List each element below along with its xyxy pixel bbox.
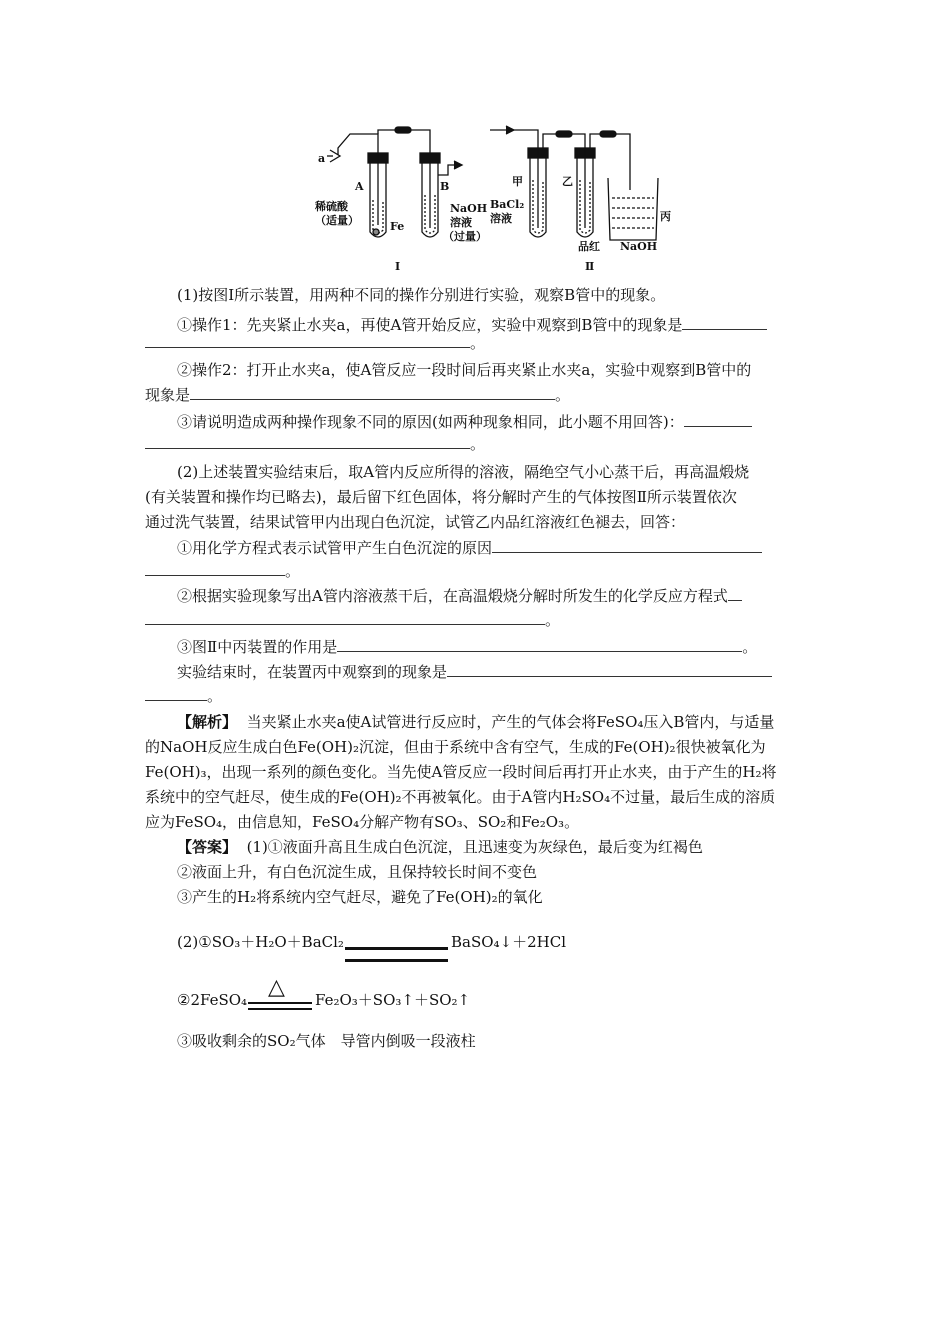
answer-line-3: ③产生的H₂将系统内空气赶尽，避免了Fe(OH)₂的氧化 xyxy=(177,888,543,906)
analysis-line-3: Fe(OH)₃，出现一系列的颜色变化。当先使A管反应一段时间后再打开止水夹，由于产生的H₂将 xyxy=(145,763,777,781)
gas-inlet-arrow xyxy=(490,126,538,150)
analysis-tag: 【解析】 xyxy=(177,713,238,731)
label-fig2: Ⅱ xyxy=(585,260,595,273)
label-acid-amount: （适量） xyxy=(315,214,359,227)
label-a: a xyxy=(318,152,326,165)
analysis-line-1: 【解析】 当夹紧止水夹a使A试管进行反应时，产生的气体会将FeSO₄压入B管内，与适量 xyxy=(177,713,775,731)
label-jia: 甲 xyxy=(512,175,523,188)
q1-op3-cont: 。 xyxy=(145,434,485,454)
q2-intro-3: 通过洗气装置，结果试管甲内出现白色沉淀，试管乙内品红溶液红色褪去，回答： xyxy=(145,513,686,531)
label-tube-b: B xyxy=(440,180,450,193)
answer-line-1: 【答案】 (1)①液面升高且生成白色沉淀，且迅速变为灰绿色，最后变为红褐色 xyxy=(177,838,703,856)
q1-op2: ②操作2：打开止水夹a，使A管反应一段时间后再夹紧止水夹a，实验中观察到B管中的 xyxy=(177,361,752,379)
q1-op2-cont: 现象是 。 xyxy=(145,386,571,404)
label-acid: 稀硫酸 xyxy=(315,200,348,213)
q2-intro-1: (2)上述装置实验结束后，取A管内反应所得的溶液，隔绝空气小心蒸干后，再高温煅烧 xyxy=(177,463,750,481)
analysis-line-2: 的NaOH反应生成白色Fe(OH)₂沉淀，但由于系统中含有空气，生成的Fe(OH)₂很快被氧化为 xyxy=(145,738,766,756)
q1-op1: ①操作1：先夹紧止水夹a，再使A管开始反应，实验中观察到B管中的现象是 xyxy=(177,315,767,335)
q2-s1: ①用化学方程式表示试管甲产生白色沉淀的原因 xyxy=(177,538,762,558)
label-naoh-sol: 溶液 xyxy=(450,216,472,229)
label-bacl2: BaCl₂ xyxy=(490,198,525,211)
analysis-line-4: 系统中的空气赶尽，使生成的Fe(OH)₂不再被氧化。由于A管内H₂SO₄不过量，最后生成的溶质 xyxy=(145,788,776,806)
equation-1-bar-top xyxy=(345,947,448,950)
label-naoh-amount: （过量） xyxy=(443,230,487,243)
equation-2-condition: △ xyxy=(268,975,285,1000)
label-bacl2-sol: 溶液 xyxy=(490,212,512,225)
q1-op3: ③请说明造成两种操作现象不同的原因(如两种现象相同，此小题不用回答)： xyxy=(177,412,752,432)
q1-op1-cont: 。 xyxy=(145,333,485,353)
equation-1-left: (2)①SO₃＋H₂O＋BaCl₂ xyxy=(177,933,344,951)
equation-2-left: ②2FeSO₄ xyxy=(177,991,248,1009)
q2-s1-cont: 。 xyxy=(145,561,300,581)
beaker-bing xyxy=(608,178,658,240)
answer-line-4: ③吸收剩余的SO₂气体 导管内倒吸一段液柱 xyxy=(177,1032,476,1050)
equation-2-bar-bottom xyxy=(248,1008,312,1010)
equation-2-bar-top xyxy=(248,1002,312,1004)
tube-yi xyxy=(575,131,630,237)
analysis-line-5: 应为FeSO₄，由信息知，FeSO₄分解产物有SO₃、SO₂和Fe₂O₃。 xyxy=(145,813,580,831)
label-naoh-1: NaOH xyxy=(450,202,488,215)
answer-tag: 【答案】 xyxy=(177,838,238,856)
label-tube-a: A xyxy=(355,180,364,193)
label-yi: 乙 xyxy=(562,175,573,188)
label-pinhong: 品红 xyxy=(578,240,600,253)
label-fe: Fe xyxy=(390,220,405,233)
equation-2-right: Fe₂O₃＋SO₃↑＋SO₂↑ xyxy=(315,991,471,1009)
label-naoh-2: NaOH xyxy=(620,240,658,253)
q1-intro: (1)按图Ⅰ所示装置，用两种不同的操作分别进行实验，观察B管中的现象。 xyxy=(177,286,666,304)
label-fig1: Ⅰ xyxy=(395,260,401,273)
equation-1-right: BaSO₄↓＋2HCl xyxy=(451,933,567,951)
apparatus-figure xyxy=(300,120,700,280)
q2-intro-2: (有关装置和操作均已略去)，最后留下红色固体，将分解时产生的气体按图Ⅱ所示装置依次 xyxy=(145,488,737,506)
q2-s2: ②根据实验现象写出A管内溶液蒸干后，在高温煅烧分解时所发生的化学反应方程式 xyxy=(177,586,742,606)
q2-s2-cont: 。 xyxy=(145,610,560,630)
q2-s4: 实验结束时，在装置丙中观察到的现象是 xyxy=(177,662,772,682)
label-bing: 丙 xyxy=(660,210,671,223)
q2-s3: ③图Ⅱ中丙装置的作用是 。 xyxy=(177,638,758,656)
equation-1-bar-bottom xyxy=(345,959,448,962)
answer-line-2: ②液面上升，有白色沉淀生成，且保持较长时间不变色 xyxy=(177,863,538,881)
q2-s4-cont: 。 xyxy=(145,686,222,706)
